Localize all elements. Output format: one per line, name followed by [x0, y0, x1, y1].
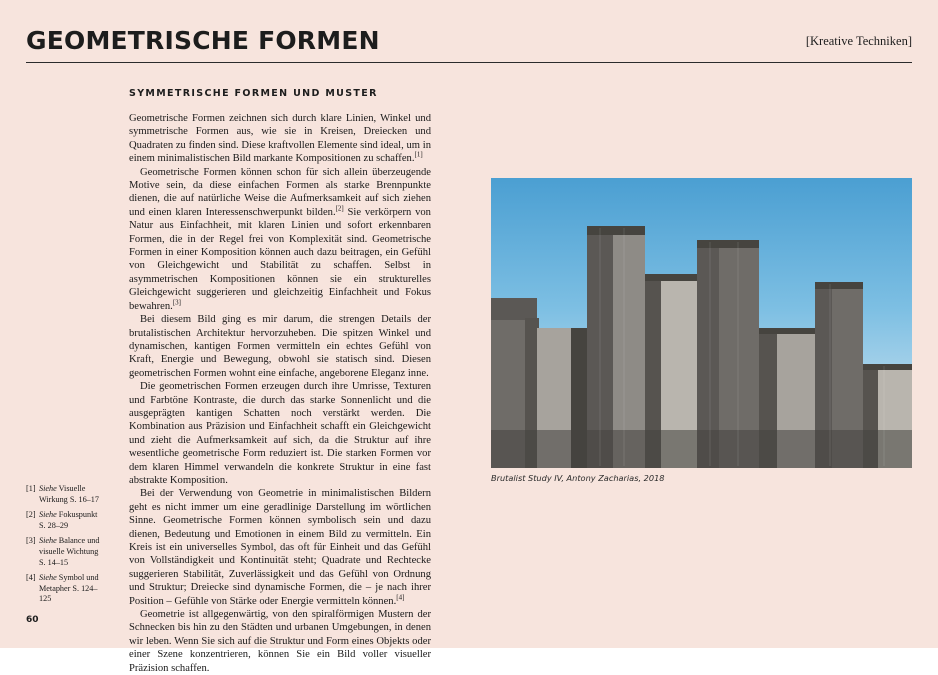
concrete-edge [587, 226, 645, 235]
header-divider [26, 62, 912, 63]
body-paragraph: Die geometrischen Formen erzeugen durch ihre Umrisse, Texturen und Farbtöne Kontraste, die durch das starke Sonnenlicht und die ausgeprägten kantigen Schatten noch verstärkt werden. Die Kombination aus Präzision und Einfachheit schafft ein Gleichgewicht und zieht die Aufmerksamkeit auf sich, da die Struktur auf ihre wesentliche geometrische Form reduziert ist. Die starken Formen vor dem klaren Himmel verwandeln die konkrete Struktur in eine fast abstrakte Komposition. [129, 381, 431, 486]
texture-streak [829, 284, 831, 466]
footnote-prefix: Siehe [39, 536, 57, 546]
texture-streak [883, 366, 885, 466]
chapter-tag: [Kreative Techniken] [805, 34, 912, 48]
footnote-text [39, 573, 104, 605]
footnote-prefix: Siehe [39, 484, 57, 493]
footnote-marker: [2] [26, 510, 36, 520]
texture-streak [737, 242, 739, 466]
page-title: GEOMETRISCHE FORMEN [26, 26, 380, 55]
texture-streak [599, 228, 601, 466]
texture-streak [623, 228, 625, 466]
footnote-item [26, 573, 104, 605]
footnote-prefix: Siehe [39, 573, 57, 583]
footnote-body: Fokuspunkt S. 28–29 [39, 510, 98, 530]
footnote-marker: [1] [26, 484, 36, 493]
concrete-edge [759, 328, 815, 334]
footnote-text [39, 510, 104, 531]
body-paragraph: Bei diesem Bild ging es mir darum, die strengen Details der brutalistischen Architektur hervorzuheben. Die spitzen Winkel und dynamischen, kantigen Formen vermitteln ein echtes Gefühl von Kraft, Energie und Bewegung, obwohl sie statisch sind. Diesen geometrischen Formen wohnt eine einfache, angeborene Eleganz inne. [129, 314, 431, 379]
body-paragraph: Geometrische Formen können schon für sich allein überzeugende Motive sein, da diese einfachen Formen als starke Brennpunkte dienen, die auf natürliche Weise die Aufmerksamkeit auf sich ziehen und einen klaren Interessenschwerpunkt bilden.[2] Sie verkörpern von Natur aus Einfachheit, mit klaren Linien und sofort erkennbaren Formen, die in der Regel frei von Komplexität sind. Geometrische Formen in einer Komposition können auch dazu beitragen, ein Gefühl von Gleichgewicht und Stabilität zu schaffen. Selbst in asymmetrischen Kompositionen können sie ein strukturelles Gleichgewicht suggerieren und gleichzeitig Einfachheit und Fokus bewahren.[3] [129, 166, 431, 312]
footnote-item [26, 536, 104, 568]
footnote-text [39, 536, 104, 568]
footnote-list [26, 484, 104, 610]
footnote-marker: [3] [26, 536, 36, 546]
concrete-plinth [491, 430, 912, 468]
texture-streak [709, 242, 711, 466]
brutalist-architecture-photo [491, 178, 912, 468]
concrete-edge [815, 282, 863, 289]
footnote-marker: [4] [26, 573, 36, 583]
concrete-block [491, 298, 537, 320]
footnote-body: Balance und visuelle Wichtung S. 14–15 [39, 536, 100, 567]
concrete-edge [645, 274, 697, 281]
page-number: 60 [26, 615, 39, 625]
figure-caption [491, 473, 912, 483]
footnote-text [39, 484, 104, 505]
body-text-column [129, 112, 431, 675]
section-heading: SYMMETRISCHE FORMEN UND MUSTER [129, 88, 378, 99]
page-header [0, 0, 938, 68]
concrete-edge [697, 240, 759, 248]
body-paragraph: Bei der Verwendung von Geometrie in minimalistischen Bildern geht es nicht immer um eine geradlinige Darstellung im wörtlichen Sinne. Geometrische Formen können symbolisch sein und dazu dienen, Bedeutung und Emotionen in einem Bild zu vermitteln. Ein Kreis ist ein universelles Symbol, das oft für Einheit und das Gefühl von Vollständigkeit und Kontinuität steht; Quadrate und Rechtecke suggerieren Stabilität, Zuverlässigkeit und das Gefühl von Ordnung und Struktur; Dreiecke sind dynamische Formen, die – je nach ihrer Position – Gefühle von Stärke oder Energie vermitteln können.[4] [129, 488, 431, 607]
footnote-body: Symbol und Metapher S. 124–125 [39, 573, 99, 604]
figure-caption-credit: Antony Zacharias, 2018 [563, 473, 665, 483]
footnote-body: Visuelle Wirkung S. 16–17 [39, 484, 99, 504]
body-paragraph: Geometrische Formen zeichnen sich durch klare Linien, Winkel und symmetrische Formen aus, wie sie in Kreisen, Dreiecken und Quadraten zu finden sind. Diese kraftvollen Elemente sind ideal, um in einem minimalistischen Bild markante Kompositionen zu schaffen.[1] [129, 113, 431, 165]
body-paragraph: Geometrie ist allgegenwärtig, von den spiralförmigen Mustern der Schnecken bis hin zu den Städten und urbanen Umgebungen, in denen wir leben. Wenn Sie sich auf die Struktur und Form eines Objekts oder einer Szene konzentrieren, können Sie ein Bild voller visueller Präzision schaffen. [129, 609, 431, 674]
footnote-item [26, 510, 104, 531]
figure-caption-title: Brutalist Study IV, [491, 473, 564, 483]
figure [491, 178, 912, 483]
footnote-item [26, 484, 104, 505]
footnote-prefix: Siehe [39, 510, 57, 520]
concrete-edge [863, 364, 912, 370]
